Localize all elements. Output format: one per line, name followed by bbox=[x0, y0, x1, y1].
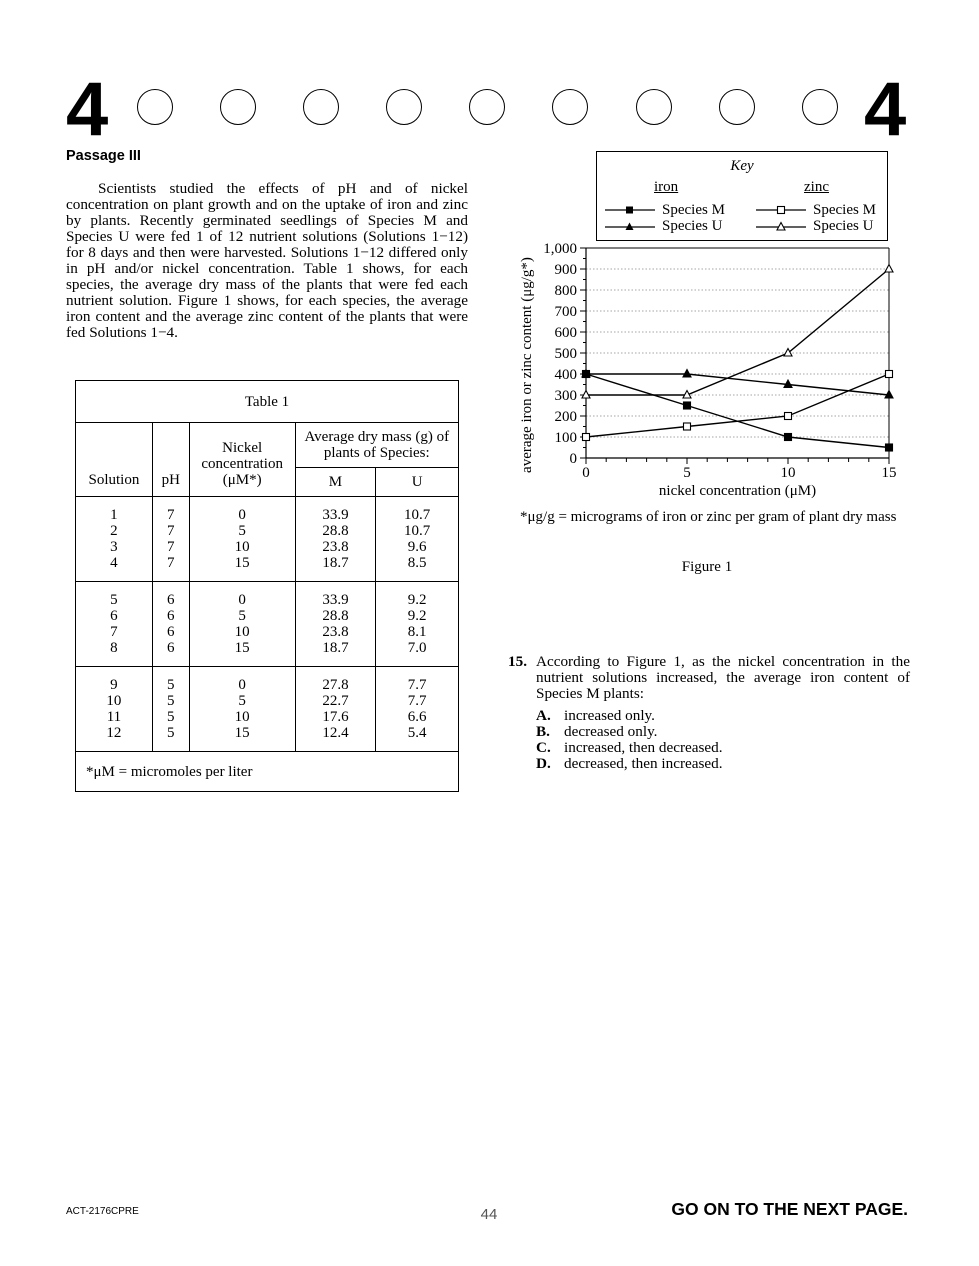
cell-nickel: 10 bbox=[234, 624, 250, 640]
cell-mass-u: 6.6 bbox=[407, 709, 427, 725]
decorative-circle bbox=[636, 89, 672, 125]
cell-nickel: 5 bbox=[238, 608, 246, 624]
cell-mass-m: 23.8 bbox=[322, 539, 349, 555]
decorative-circle bbox=[220, 89, 256, 125]
cell-solution: 6 bbox=[110, 608, 118, 624]
passage-title: Passage III bbox=[66, 148, 141, 164]
decorative-circle bbox=[137, 89, 173, 125]
data-point bbox=[684, 402, 691, 409]
header-nickel: Nickel concentration (μM*) bbox=[189, 423, 295, 497]
cell-solution: 9 bbox=[110, 677, 118, 693]
question-number: 15. bbox=[508, 653, 527, 670]
key-marker-zinc-u bbox=[777, 223, 785, 231]
cell-mass-m: 33.9 bbox=[322, 592, 349, 608]
y-tick-label: 300 bbox=[554, 388, 577, 404]
cell-ph: 5 bbox=[167, 709, 175, 725]
cell-nickel: 10 bbox=[234, 539, 250, 555]
y-tick-label: 100 bbox=[554, 430, 577, 446]
option-text: increased only. bbox=[564, 707, 655, 724]
cell-solution: 11 bbox=[106, 709, 122, 725]
x-tick-label: 0 bbox=[582, 465, 590, 481]
data-point bbox=[785, 413, 792, 420]
key-marker-iron-u bbox=[626, 223, 634, 231]
cell-solution: 3 bbox=[110, 539, 118, 555]
cell-ph: 5 bbox=[167, 677, 175, 693]
series-line bbox=[586, 374, 889, 437]
cell-mass-m: 12.4 bbox=[322, 725, 349, 741]
cell-mass-u: 9.2 bbox=[407, 608, 427, 624]
cell-ph: 7 bbox=[167, 507, 175, 523]
cell-ph: 5 bbox=[167, 725, 175, 741]
cell-ph: 6 bbox=[167, 608, 175, 624]
header-species-u: U bbox=[376, 468, 459, 497]
cell-mass-u: 5.4 bbox=[407, 725, 427, 741]
cell-nickel: 0 bbox=[238, 592, 246, 608]
option-letter: C. bbox=[536, 739, 551, 756]
cell-solution: 7 bbox=[110, 624, 118, 640]
x-axis-label: nickel concentration (μM) bbox=[658, 483, 817, 499]
decorative-circle bbox=[719, 89, 755, 125]
y-tick-label: 600 bbox=[554, 325, 577, 341]
y-tick-label: 700 bbox=[554, 304, 577, 320]
page-number: 44 bbox=[480, 1206, 498, 1223]
section-number-left: 4 bbox=[66, 67, 109, 152]
cell-nickel: 15 bbox=[234, 640, 250, 656]
y-tick-label: 900 bbox=[554, 262, 577, 278]
cell-mass-m: 27.8 bbox=[322, 677, 349, 693]
x-tick-label: 5 bbox=[683, 465, 691, 481]
header-solution: Solution bbox=[76, 423, 153, 497]
cell-solution: 4 bbox=[110, 555, 118, 571]
key-marker-iron-m bbox=[626, 207, 633, 214]
cell-mass-u: 8.1 bbox=[407, 624, 427, 640]
cell-ph: 6 bbox=[167, 592, 175, 608]
x-tick-label: 15 bbox=[881, 465, 897, 481]
table-row-group bbox=[76, 582, 459, 667]
option-text: decreased only. bbox=[564, 723, 658, 740]
data-point bbox=[886, 371, 893, 378]
cell-mass-m: 23.8 bbox=[322, 624, 349, 640]
cell-solution: 5 bbox=[110, 592, 118, 608]
data-point bbox=[885, 265, 893, 273]
y-tick-label: 1,000 bbox=[543, 241, 577, 257]
decorative-circle bbox=[469, 89, 505, 125]
decorative-circle bbox=[802, 89, 838, 125]
option-letter: D. bbox=[536, 755, 551, 772]
passage-text: Scientists studied the effects of pH and of nickel concentration on plant growth and on the uptake of iron and zinc by plants. Recently germinated seedlings of Species M and Species U were fed 1 of 12 nutrient solutions (Solutions 1−12) for 8 days and then were harvested. Solutions 1−12 differed only in pH and/or nickel concentration. Table 1 shows, for each species, the average dry mass of the plants that were fed each nutrient solution. Figure 1 shows, for each species, the average iron content and the average zinc content of the plants that were fed Solutions 1−4. bbox=[66, 180, 468, 341]
key-zinc-label: zinc bbox=[804, 179, 829, 195]
decorative-circle bbox=[386, 89, 422, 125]
cell-mass-m: 33.9 bbox=[322, 507, 349, 523]
data-point bbox=[886, 444, 893, 451]
option-text: increased, then decreased. bbox=[564, 739, 723, 756]
cell-mass-u: 7.7 bbox=[407, 677, 427, 693]
data-point bbox=[683, 370, 691, 378]
cell-nickel: 10 bbox=[234, 709, 250, 725]
decorative-circle bbox=[552, 89, 588, 125]
decorative-circle bbox=[303, 89, 339, 125]
cell-mass-m: 18.7 bbox=[322, 640, 349, 656]
cell-ph: 7 bbox=[167, 523, 175, 539]
cell-nickel: 0 bbox=[238, 507, 246, 523]
y-tick-label: 400 bbox=[554, 367, 577, 383]
key-zinc-u-label: Species U bbox=[813, 218, 874, 234]
key-marker-zinc-m bbox=[778, 207, 785, 214]
data-point bbox=[582, 391, 590, 399]
cell-nickel: 15 bbox=[234, 725, 250, 741]
data-point bbox=[684, 423, 691, 430]
option-text: decreased, then increased. bbox=[564, 755, 723, 772]
cell-mass-m: 28.8 bbox=[322, 608, 349, 624]
cell-mass-u: 10.7 bbox=[404, 523, 431, 539]
cell-mass-u: 9.2 bbox=[407, 592, 427, 608]
cell-nickel: 15 bbox=[234, 555, 250, 571]
cell-mass-u: 7.7 bbox=[407, 693, 427, 709]
cell-mass-m: 17.6 bbox=[322, 709, 349, 725]
cell-ph: 7 bbox=[167, 539, 175, 555]
cell-mass-u: 7.0 bbox=[407, 640, 427, 656]
x-tick-label: 10 bbox=[780, 465, 796, 481]
data-point bbox=[784, 349, 792, 357]
key-iron-u-label: Species U bbox=[662, 218, 723, 234]
series-line bbox=[586, 374, 889, 395]
series-line bbox=[586, 374, 889, 448]
cell-ph: 6 bbox=[167, 624, 175, 640]
cell-ph: 7 bbox=[167, 555, 175, 571]
table-title: Table 1 bbox=[76, 381, 459, 423]
chart-key bbox=[596, 151, 888, 241]
option-letter: A. bbox=[536, 707, 551, 724]
key-zinc-m-label: Species M bbox=[813, 202, 876, 218]
table-1 bbox=[75, 380, 459, 792]
cell-nickel: 5 bbox=[238, 523, 246, 539]
cell-solution: 1 bbox=[110, 507, 118, 523]
key-iron-label: iron bbox=[654, 179, 679, 195]
cell-mass-m: 28.8 bbox=[322, 523, 349, 539]
table-footnote: *μM = micromoles per liter bbox=[76, 752, 459, 792]
next-page-notice: GO ON TO THE NEXT PAGE. bbox=[671, 1199, 908, 1219]
option-letter: B. bbox=[536, 723, 550, 740]
footer-code: ACT-2176CPRE bbox=[66, 1206, 139, 1217]
y-tick-label: 0 bbox=[569, 451, 577, 467]
figure-1-chart bbox=[500, 230, 920, 510]
cell-mass-u: 9.6 bbox=[407, 539, 427, 555]
data-point bbox=[583, 434, 590, 441]
y-axis-label: average iron or zinc content (μg/g*) bbox=[519, 257, 535, 473]
cell-solution: 8 bbox=[110, 640, 118, 656]
header-ph: pH bbox=[152, 423, 189, 497]
cell-mass-m: 18.7 bbox=[322, 555, 349, 571]
y-tick-label: 800 bbox=[554, 283, 577, 299]
cell-nickel: 5 bbox=[238, 693, 246, 709]
cell-solution: 2 bbox=[110, 523, 118, 539]
cell-solution: 12 bbox=[106, 725, 122, 741]
chart-footnote: *μg/g = micrograms of iron or zinc per gram of plant dry mass bbox=[520, 509, 897, 525]
key-title: Key bbox=[730, 158, 754, 174]
y-tick-label: 200 bbox=[554, 409, 577, 425]
table-row-group bbox=[76, 667, 459, 752]
header-mass-group: Average dry mass (g) of plants of Species: bbox=[295, 423, 458, 468]
table-row-group bbox=[76, 497, 459, 582]
question-stem: According to Figure 1, as the nickel concentration in the nutrient solutions increased, the average iron content of Species M plants: bbox=[536, 653, 910, 702]
cell-solution: 10 bbox=[106, 693, 122, 709]
cell-ph: 5 bbox=[167, 693, 175, 709]
cell-mass-u: 8.5 bbox=[407, 555, 427, 571]
figure-caption: Figure 1 bbox=[681, 559, 733, 575]
cell-mass-u: 10.7 bbox=[404, 507, 431, 523]
y-tick-label: 500 bbox=[554, 346, 577, 362]
data-point bbox=[785, 434, 792, 441]
cell-ph: 6 bbox=[167, 640, 175, 656]
header-species-m: M bbox=[295, 468, 376, 497]
cell-mass-m: 22.7 bbox=[322, 693, 349, 709]
section-number-right: 4 bbox=[864, 67, 907, 152]
key-iron-m-label: Species M bbox=[662, 202, 725, 218]
cell-nickel: 0 bbox=[238, 677, 246, 693]
